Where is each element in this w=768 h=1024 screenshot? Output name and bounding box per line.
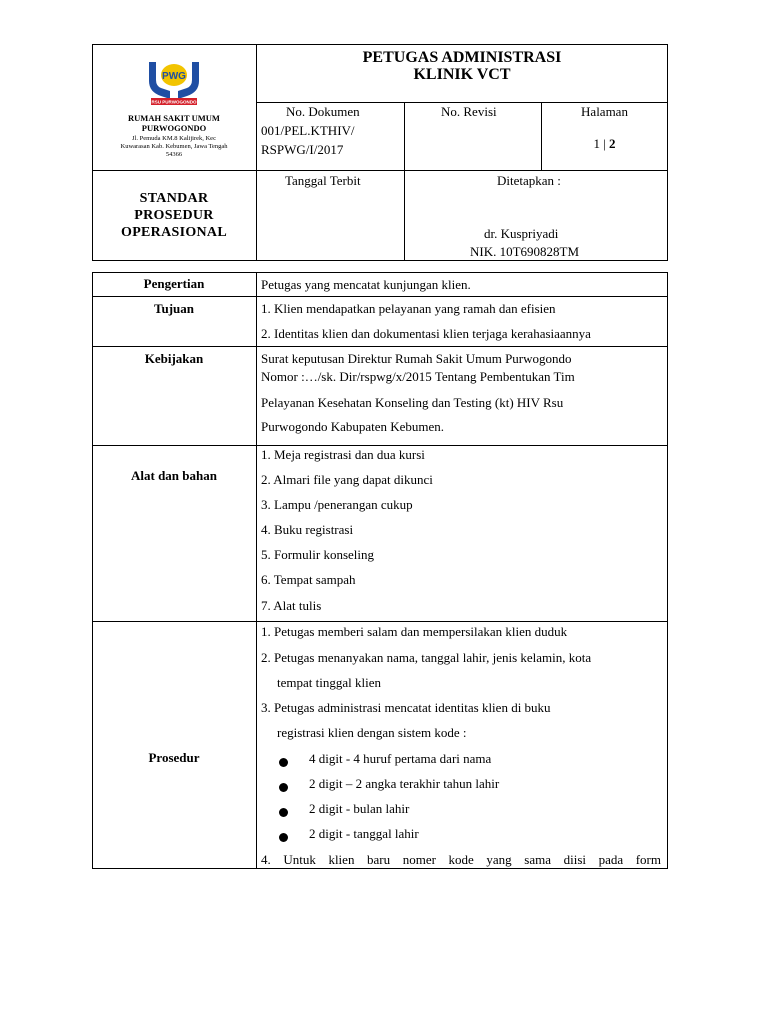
issue-date-label: Tanggal Terbit: [285, 173, 361, 188]
pengertian-text: Petugas yang mencatat kunjungan klien.: [261, 277, 471, 292]
revision-label: No. Revisi: [441, 104, 497, 119]
bullet-dot: [279, 829, 288, 847]
alat-item: 1. Meja registrasi dan dua kursi: [261, 447, 425, 462]
prosedur-bullet: 2 digit – 2 angka terakhir tahun lahir: [309, 776, 500, 791]
doc-number-cell: [286, 102, 360, 121]
approved-label: Ditetapkan :: [497, 173, 561, 188]
page-value: 1 | 2: [593, 136, 616, 151]
kebijakan-line: Purwogondo Kabupaten Kebumen.: [261, 419, 445, 434]
section-label-kebijakan: Kebijakan: [144, 351, 204, 366]
kebijakan-line: Pelayanan Kesehatan Konseling dan Testing (kt) HIV Rsu: [261, 395, 564, 410]
alat-item: 4. Buku registrasi: [261, 522, 354, 537]
prosedur-bullet: 2 digit - tanggal lahir: [309, 826, 419, 841]
header-divider: [92, 170, 668, 171]
alat-item: 5. Formulir konseling: [261, 547, 375, 562]
hospital-logo: [143, 48, 205, 106]
prosedur-step: 4. Untuk klien baru nomer kode yang sama diisi pada form: [261, 852, 661, 867]
page-label: Halaman: [581, 104, 628, 119]
section-label-alat: Alat dan bahan: [131, 468, 217, 483]
tujuan-item: 2. Identitas klien dan dokumentasi klien terjaga kerahasiaannya: [261, 326, 591, 341]
signer-name: dr. Kuspriyadi: [484, 226, 559, 241]
kebijakan-line: Surat keputusan Direktur Rumah Sakit Umum Purwogondo: [261, 351, 572, 366]
content-divider: [256, 272, 257, 869]
kebijakan-line: Nomor :…/sk. Dir/rspwg/x/2015 Tentang Pembentukan Tim: [261, 369, 575, 384]
section-label-prosedur: Prosedur: [148, 750, 200, 765]
prosedur-step: tempat tinggal klien: [277, 675, 381, 690]
doc-number-value: 001/PEL.KTHIV/ RSPWG/I/2017: [261, 123, 355, 157]
bullet-dot: [279, 754, 288, 772]
prosedur-bullet: 4 digit - 4 huruf pertama dari nama: [309, 751, 492, 766]
hospital-name: RUMAH SAKIT UMUM PURWOGONDO: [128, 113, 220, 133]
section-label-tujuan: Tujuan: [154, 301, 194, 316]
logo-banner-text: RSU PURWOGONDO: [151, 99, 197, 105]
header-divider: [404, 102, 405, 261]
logo-text: PWG: [162, 71, 186, 82]
document-title: PETUGAS ADMINISTRASI KLINIK VCT: [362, 49, 562, 83]
prosedur-step: 1. Petugas memberi salam dan mempersilakan klien duduk: [261, 624, 568, 639]
alat-item: 3. Lampu /penerangan cukup: [261, 497, 413, 512]
tujuan-item: 1. Klien mendapatkan pelayanan yang ramah dan efisien: [261, 301, 556, 316]
sop-heading: STANDAR PROSEDUR OPERASIONAL: [121, 191, 227, 240]
doc-number-label: No. Dokumen: [286, 104, 360, 119]
signer-nik: NIK. 10T690828TM: [470, 244, 580, 259]
prosedur-step: 2. Petugas menanyakan nama, tanggal lahir, jenis kelamin, kota: [261, 650, 592, 665]
alat-item: 7. Alat tulis: [261, 598, 322, 613]
section-label-pengertian: Pengertian: [143, 276, 205, 291]
prosedur-step: registrasi klien dengan sistem kode :: [277, 725, 467, 740]
hospital-address: Jl. Pemuda KM.8 Kalijirek, Kec Kuwarasan Kab. Kebumen, Jawa Tengah 54366: [120, 135, 228, 158]
bullet-dot: [279, 779, 288, 797]
prosedur-bullet: 2 digit - bulan lahir: [309, 801, 410, 816]
alat-item: 6. Tempat sampah: [261, 572, 356, 587]
bullet-dot: [279, 804, 288, 822]
alat-item: 2. Almari file yang dapat dikunci: [261, 472, 433, 487]
prosedur-step: 3. Petugas administrasi mencatat identitas klien di buku: [261, 700, 551, 715]
